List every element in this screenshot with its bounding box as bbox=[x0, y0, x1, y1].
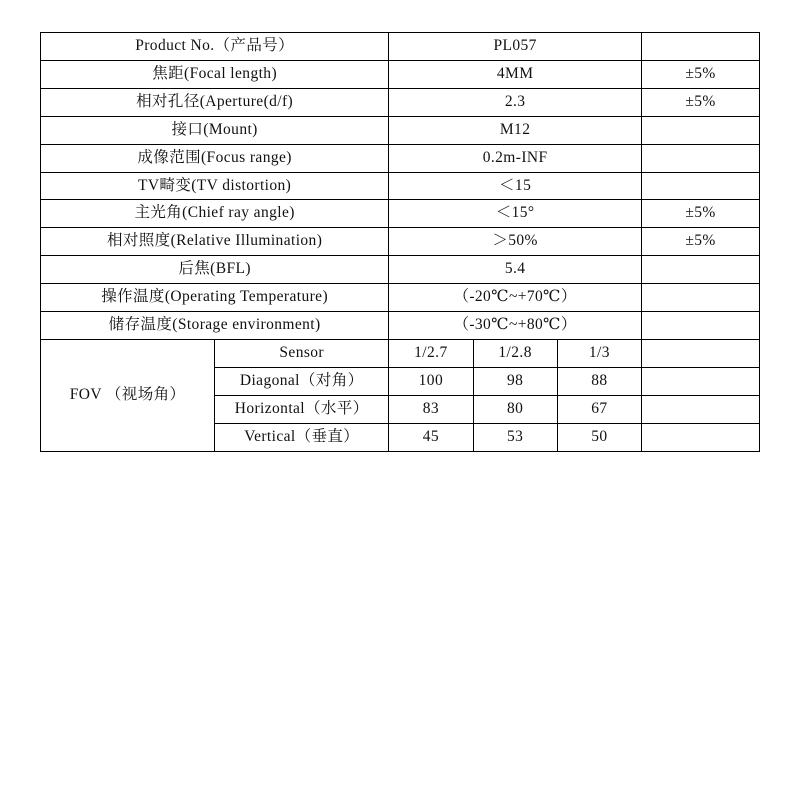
table-row bbox=[41, 60, 760, 88]
spec-tolerance: ±5% bbox=[642, 88, 760, 116]
fov-cell: 100 bbox=[389, 367, 473, 395]
table-row bbox=[41, 312, 760, 340]
table-row bbox=[41, 172, 760, 200]
spec-label: 储存温度(Storage environment) bbox=[41, 312, 389, 340]
spec-label: 操作温度(Operating Temperature) bbox=[41, 284, 389, 312]
spec-value: 5.4 bbox=[389, 256, 642, 284]
spec-tolerance bbox=[642, 116, 760, 144]
fov-row-name: Sensor bbox=[215, 339, 389, 367]
fov-cell: 45 bbox=[389, 423, 473, 451]
spec-tolerance bbox=[642, 33, 760, 61]
spec-tolerance: ±5% bbox=[642, 200, 760, 228]
table-row bbox=[41, 256, 760, 284]
table-row bbox=[41, 144, 760, 172]
table-row bbox=[41, 88, 760, 116]
table-row bbox=[41, 200, 760, 228]
spec-value: （-30℃~+80℃） bbox=[389, 312, 642, 340]
spec-label: Product No.（产品号） bbox=[41, 33, 389, 61]
fov-row-name: Horizontal（水平） bbox=[215, 395, 389, 423]
fov-row-name: Diagonal（对角） bbox=[215, 367, 389, 395]
spec-label: 焦距(Focal length) bbox=[41, 60, 389, 88]
spec-tolerance bbox=[642, 144, 760, 172]
spec-value: 4MM bbox=[389, 60, 642, 88]
fov-cell: 88 bbox=[557, 367, 641, 395]
fov-cell: 67 bbox=[557, 395, 641, 423]
spec-value: ＜15 bbox=[389, 172, 642, 200]
spec-value: ＜15° bbox=[389, 200, 642, 228]
fov-cell: 1/3 bbox=[557, 339, 641, 367]
spec-value: （-20℃~+70℃） bbox=[389, 284, 642, 312]
fov-cell: 1/2.7 bbox=[389, 339, 473, 367]
table-row bbox=[41, 33, 760, 61]
spec-label: 成像范围(Focus range) bbox=[41, 144, 389, 172]
fov-tolerance bbox=[642, 423, 760, 451]
spec-label: 相对孔径(Aperture(d/f) bbox=[41, 88, 389, 116]
spec-tolerance: ±5% bbox=[642, 60, 760, 88]
fov-row-name: Vertical（垂直） bbox=[215, 423, 389, 451]
spec-tolerance bbox=[642, 172, 760, 200]
fov-cell: 98 bbox=[473, 367, 557, 395]
fov-tolerance bbox=[642, 339, 760, 367]
fov-tolerance bbox=[642, 367, 760, 395]
spec-label: 相对照度(Relative Illumination) bbox=[41, 228, 389, 256]
fov-row-sensor bbox=[41, 339, 760, 367]
spec-tolerance bbox=[642, 312, 760, 340]
table-row bbox=[41, 284, 760, 312]
spec-tolerance bbox=[642, 284, 760, 312]
spec-label: 后焦(BFL) bbox=[41, 256, 389, 284]
fov-cell: 80 bbox=[473, 395, 557, 423]
spec-value: M12 bbox=[389, 116, 642, 144]
fov-cell: 1/2.8 bbox=[473, 339, 557, 367]
fov-tolerance bbox=[642, 395, 760, 423]
table-row bbox=[41, 116, 760, 144]
spec-label: 接口(Mount) bbox=[41, 116, 389, 144]
spec-value: 2.3 bbox=[389, 88, 642, 116]
spec-tolerance bbox=[642, 256, 760, 284]
spec-label: TV畸变(TV distortion) bbox=[41, 172, 389, 200]
table-row bbox=[41, 228, 760, 256]
fov-label: FOV （视场角） bbox=[41, 339, 215, 451]
spec-value: 0.2m-INF bbox=[389, 144, 642, 172]
spec-label: 主光角(Chief ray angle) bbox=[41, 200, 389, 228]
fov-cell: 50 bbox=[557, 423, 641, 451]
fov-cell: 83 bbox=[389, 395, 473, 423]
specification-table bbox=[40, 32, 760, 452]
spec-value: ＞50% bbox=[389, 228, 642, 256]
fov-cell: 53 bbox=[473, 423, 557, 451]
spec-tolerance: ±5% bbox=[642, 228, 760, 256]
spec-value: PL057 bbox=[389, 33, 642, 61]
